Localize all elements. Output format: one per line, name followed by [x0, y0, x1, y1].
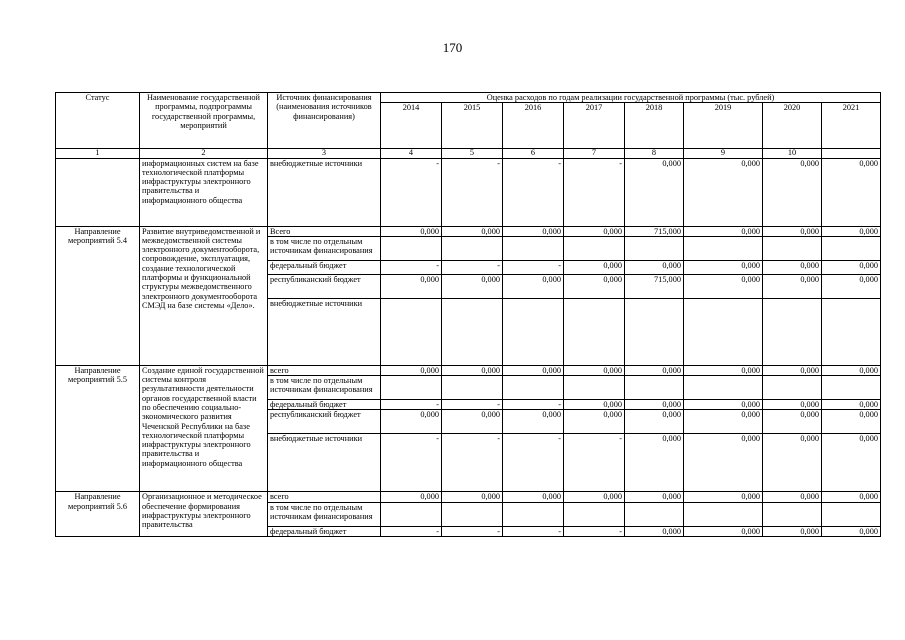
header-year: 2020	[763, 103, 822, 149]
measure-name-cell: Организационное и методическое обеспечение формирования инфраструктуры электронного правительства	[140, 492, 268, 537]
amount-cell: 0,000	[763, 365, 822, 375]
amount-cell	[381, 502, 442, 526]
table-row	[56, 492, 881, 502]
table-row	[56, 226, 881, 236]
amount-cell: 0,000	[564, 410, 625, 434]
amount-cell: 0,000	[763, 158, 822, 226]
funding-source-cell: в том числе по отдельным источникам финансирования	[268, 502, 381, 526]
amount-cell: 0,000	[684, 365, 763, 375]
funding-source-cell: внебюджетные источники	[268, 298, 381, 365]
amount-cell: 0,000	[763, 260, 822, 274]
amount-cell	[684, 236, 763, 260]
amount-cell: 0,000	[822, 526, 881, 536]
table-body	[56, 158, 881, 536]
funding-source-cell: федеральный бюджет	[268, 400, 381, 410]
amount-cell: 0,000	[763, 400, 822, 410]
amount-cell	[503, 298, 564, 365]
status-cell: Направление мероприятий 5.5	[56, 365, 140, 492]
amount-cell: 0,000	[822, 410, 881, 434]
amount-cell	[564, 502, 625, 526]
amount-cell: 0,000	[684, 158, 763, 226]
column-number: 3	[268, 149, 381, 158]
amount-cell: -	[381, 526, 442, 536]
amount-cell: 0,000	[442, 226, 503, 236]
amount-cell	[625, 236, 684, 260]
amount-cell: 0,000	[564, 274, 625, 298]
amount-cell	[442, 502, 503, 526]
amount-cell: 0,000	[625, 410, 684, 434]
amount-cell	[442, 298, 503, 365]
column-number: 2	[140, 149, 268, 158]
measure-name-cell: Развитие внутриведомственной и межведомственной системы электронного документооборота, сопровождение, эксплуатация, создание технологической платформы и функциональной структуры межведомственного электронного документооборота СМЭД на базе системы «Дело».	[140, 226, 268, 365]
header-year: 2021	[822, 103, 881, 149]
amount-cell: 0,000	[564, 365, 625, 375]
amount-cell	[625, 376, 684, 400]
header-year: 2018	[625, 103, 684, 149]
amount-cell: 0,000	[763, 274, 822, 298]
amount-cell: -	[503, 260, 564, 274]
amount-cell	[503, 502, 564, 526]
amount-cell: 0,000	[684, 434, 763, 492]
amount-cell: 0,000	[763, 492, 822, 502]
funding-source-cell: внебюджетные источники	[268, 158, 381, 226]
amount-cell	[442, 376, 503, 400]
amount-cell: 0,000	[822, 434, 881, 492]
header-year: 2015	[442, 103, 503, 149]
amount-cell	[503, 236, 564, 260]
budget-table	[55, 92, 881, 537]
amount-cell	[503, 376, 564, 400]
amount-cell	[763, 236, 822, 260]
amount-cell	[381, 376, 442, 400]
amount-cell: 0,000	[625, 434, 684, 492]
page-number: 170	[442, 40, 463, 55]
amount-cell	[381, 298, 442, 365]
status-cell	[56, 158, 140, 226]
amount-cell: 0,000	[381, 410, 442, 434]
amount-cell: 0,000	[763, 526, 822, 536]
amount-cell: 0,000	[763, 434, 822, 492]
amount-cell: -	[564, 158, 625, 226]
column-number: 7	[564, 149, 625, 158]
amount-cell: 715,000	[625, 274, 684, 298]
amount-cell: 0,000	[625, 400, 684, 410]
column-number: 1	[56, 149, 140, 158]
amount-cell: 0,000	[625, 526, 684, 536]
amount-cell	[684, 502, 763, 526]
column-number: 8	[625, 149, 684, 158]
amount-cell: 0,000	[625, 492, 684, 502]
amount-cell: -	[564, 526, 625, 536]
amount-cell: 0,000	[564, 260, 625, 274]
funding-source-cell: всего	[268, 492, 381, 502]
amount-cell: 0,000	[763, 226, 822, 236]
amount-cell: 0,000	[822, 365, 881, 375]
amount-cell	[763, 376, 822, 400]
amount-cell: 0,000	[684, 526, 763, 536]
header-year: 2016	[503, 103, 564, 149]
amount-cell	[822, 298, 881, 365]
amount-cell: 0,000	[763, 410, 822, 434]
amount-cell: 0,000	[381, 365, 442, 375]
amount-cell: -	[381, 434, 442, 492]
amount-cell: 0,000	[503, 410, 564, 434]
amount-cell: 0,000	[684, 492, 763, 502]
amount-cell: -	[503, 526, 564, 536]
header-name: Наименование государственной программы, подпрограммы государственной программы, мероприятий	[140, 93, 268, 149]
column-number: 9	[684, 149, 763, 158]
amount-cell: 0,000	[822, 226, 881, 236]
amount-cell: -	[442, 400, 503, 410]
column-number: 10	[763, 149, 822, 158]
amount-cell: -	[442, 434, 503, 492]
amount-cell: 0,000	[684, 274, 763, 298]
amount-cell: -	[381, 260, 442, 274]
amount-cell	[442, 236, 503, 260]
amount-cell: -	[503, 158, 564, 226]
status-cell: Направление мероприятий 5.4	[56, 226, 140, 365]
header-estimate: Оценка расходов по годам реализации государственной программы (тыс. рублей)	[381, 93, 881, 103]
amount-cell	[564, 376, 625, 400]
amount-cell: -	[442, 526, 503, 536]
funding-source-cell: федеральный бюджет	[268, 260, 381, 274]
amount-cell: 0,000	[503, 226, 564, 236]
column-number: 4	[381, 149, 442, 158]
header-year: 2019	[684, 103, 763, 149]
status-cell: Направление мероприятий 5.6	[56, 492, 140, 537]
amount-cell: -	[503, 400, 564, 410]
amount-cell: 0,000	[503, 365, 564, 375]
amount-cell: -	[381, 400, 442, 410]
amount-cell: 0,000	[684, 226, 763, 236]
amount-cell: 0,000	[564, 400, 625, 410]
table-row	[56, 365, 881, 375]
funding-source-cell: республиканский бюджет	[268, 410, 381, 434]
amount-cell: 0,000	[625, 365, 684, 375]
amount-cell: 0,000	[625, 158, 684, 226]
amount-cell	[564, 298, 625, 365]
amount-cell	[625, 502, 684, 526]
amount-cell: 0,000	[822, 260, 881, 274]
funding-source-cell: Всего	[268, 226, 381, 236]
amount-cell	[822, 502, 881, 526]
funding-source-cell: республиканский бюджет	[268, 274, 381, 298]
funding-source-cell: в том числе по отдельным источникам финансирования	[268, 376, 381, 400]
amount-cell: -	[442, 158, 503, 226]
amount-cell	[822, 376, 881, 400]
amount-cell: 0,000	[442, 274, 503, 298]
column-number	[822, 149, 881, 158]
amount-cell	[381, 236, 442, 260]
amount-cell: 0,000	[822, 158, 881, 226]
amount-cell: -	[503, 434, 564, 492]
amount-cell: -	[442, 260, 503, 274]
amount-cell: 0,000	[503, 492, 564, 502]
amount-cell	[763, 502, 822, 526]
amount-cell: 0,000	[822, 400, 881, 410]
amount-cell	[763, 298, 822, 365]
amount-cell: 0,000	[684, 410, 763, 434]
amount-cell	[625, 298, 684, 365]
amount-cell: 0,000	[442, 365, 503, 375]
amount-cell: 0,000	[684, 400, 763, 410]
amount-cell	[684, 376, 763, 400]
amount-cell: 0,000	[381, 226, 442, 236]
amount-cell: 0,000	[503, 274, 564, 298]
funding-source-cell: внебюджетные источники	[268, 434, 381, 492]
amount-cell: 0,000	[684, 260, 763, 274]
measure-name-cell: Создание единой государственной системы контроля результативности деятельности органов государственной власти по обеспечению социально-экономического развития Чеченской Республики на базе технологической платформы инфраструктуры электронного правительства и информационного общества	[140, 365, 268, 492]
column-number: 6	[503, 149, 564, 158]
amount-cell: 0,000	[442, 410, 503, 434]
funding-source-cell: в том числе по отдельным источникам финансирования	[268, 236, 381, 260]
amount-cell: 0,000	[625, 260, 684, 274]
header-year: 2014	[381, 103, 442, 149]
measure-name-cell: информационных систем на базе технологической платформы инфраструктуры электронного правительства и информационного общества	[140, 158, 268, 226]
funding-source-cell: федеральный бюджет	[268, 526, 381, 536]
header-year: 2017	[564, 103, 625, 149]
amount-cell: 0,000	[442, 492, 503, 502]
amount-cell: 0,000	[381, 492, 442, 502]
amount-cell: 0,000	[822, 492, 881, 502]
amount-cell: 0,000	[381, 274, 442, 298]
header-status: Статус	[56, 93, 140, 149]
amount-cell	[564, 236, 625, 260]
amount-cell	[684, 298, 763, 365]
amount-cell: -	[564, 434, 625, 492]
amount-cell: 715,000	[625, 226, 684, 236]
column-number: 5	[442, 149, 503, 158]
amount-cell: 0,000	[564, 492, 625, 502]
table-row	[56, 158, 881, 226]
funding-source-cell: всего	[268, 365, 381, 375]
amount-cell: 0,000	[822, 274, 881, 298]
amount-cell: -	[381, 158, 442, 226]
header-source: Источник финансирования (наименования источников финансирования)	[268, 93, 381, 149]
amount-cell	[822, 236, 881, 260]
amount-cell: 0,000	[564, 226, 625, 236]
